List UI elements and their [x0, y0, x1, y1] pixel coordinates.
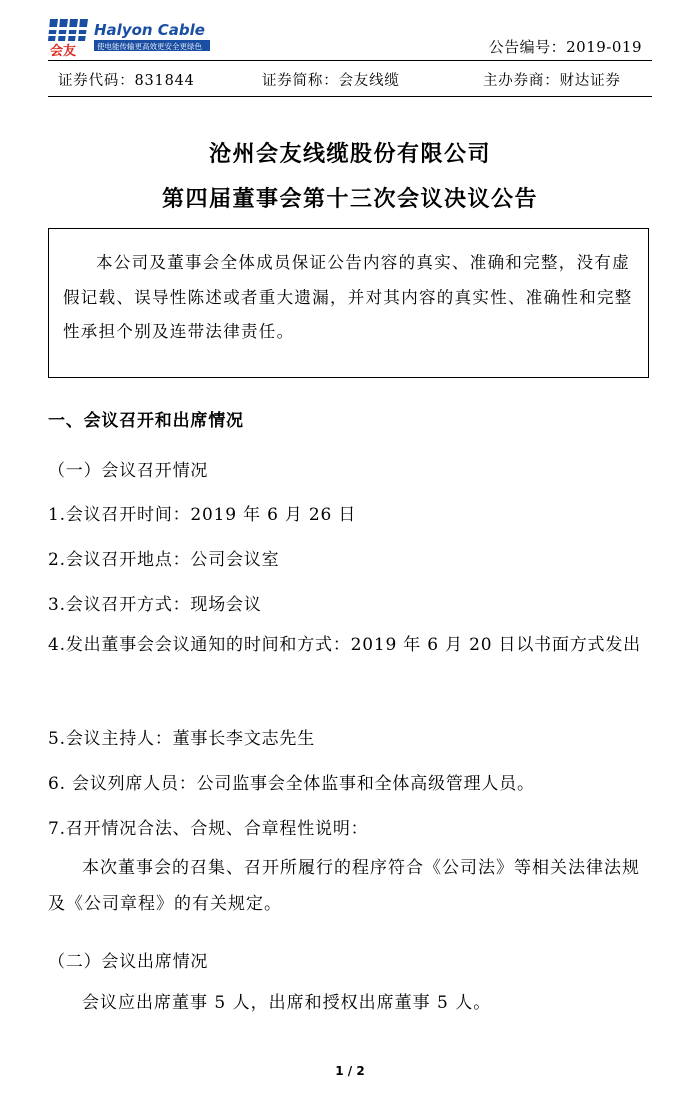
- section-heading: 一、会议召开和出席情况: [48, 411, 244, 431]
- sponsoring-broker: 主办券商：财达证券: [483, 73, 621, 89]
- company-logo: [48, 15, 213, 57]
- logo-graphic: [48, 15, 213, 57]
- document-title-company: 沧州会友线缆股份有限公司: [208, 141, 491, 167]
- logo-cn-text: 会友: [50, 44, 77, 57]
- disclaimer-text: 本公司及董事会全体成员保证公告内容的真实、准确和完整，没有虚假记载、误导性陈述或者重大遗漏，并对其内容的真实性、准确性和完整性承担个别及连带法律责任。: [63, 253, 633, 341]
- header-divider: [48, 60, 652, 61]
- logo-mark-icon: [48, 19, 88, 41]
- list-item: 1.会议召开时间：2019 年 6 月 26 日: [48, 505, 357, 525]
- securities-code: 证券代码：831844: [58, 73, 195, 89]
- list-item: 3.会议召开方式：现场会议: [48, 595, 262, 615]
- page-number: 1 / 2: [335, 1064, 365, 1078]
- list-item: 2.会议召开地点：公司会议室: [48, 550, 280, 570]
- securities-abbreviation: 证券简称：会友线缆: [262, 73, 400, 89]
- attendance-paragraph: 会议应出席董事 5 人，出席和授权出席董事 5 人。: [82, 993, 492, 1013]
- compliance-paragraph: 本次董事会的召集、召开所履行的程序符合《公司法》等相关法律法规及《公司章程》的有关规定。: [48, 858, 640, 914]
- subsection-heading: （一）会议召开情况: [48, 461, 209, 481]
- list-item: 4.发出董事会会议通知的时间和方式：2019 年 6 月 20 日以书面方式发出: [48, 635, 641, 655]
- logo-brand-text: Halyon Cable: [94, 21, 205, 39]
- list-item: 6. 会议列席人员：公司监事会全体监事和全体高级管理人员。: [48, 774, 535, 794]
- list-item: 5.会议主持人：董事长李文志先生: [48, 729, 316, 749]
- document-title-announcement: 第四届董事会第十三次会议决议公告: [161, 186, 538, 212]
- meta-divider: [48, 96, 652, 97]
- disclaimer-box: [48, 228, 649, 378]
- notice-number: 公告编号：2019-019: [488, 38, 642, 56]
- logo-slogan: 使电能传输更高效更安全更绿色: [97, 42, 202, 51]
- list-item: 7.召开情况合法、合规、合章程性说明：: [48, 819, 369, 839]
- subsection-heading: （二）会议出席情况: [48, 952, 209, 972]
